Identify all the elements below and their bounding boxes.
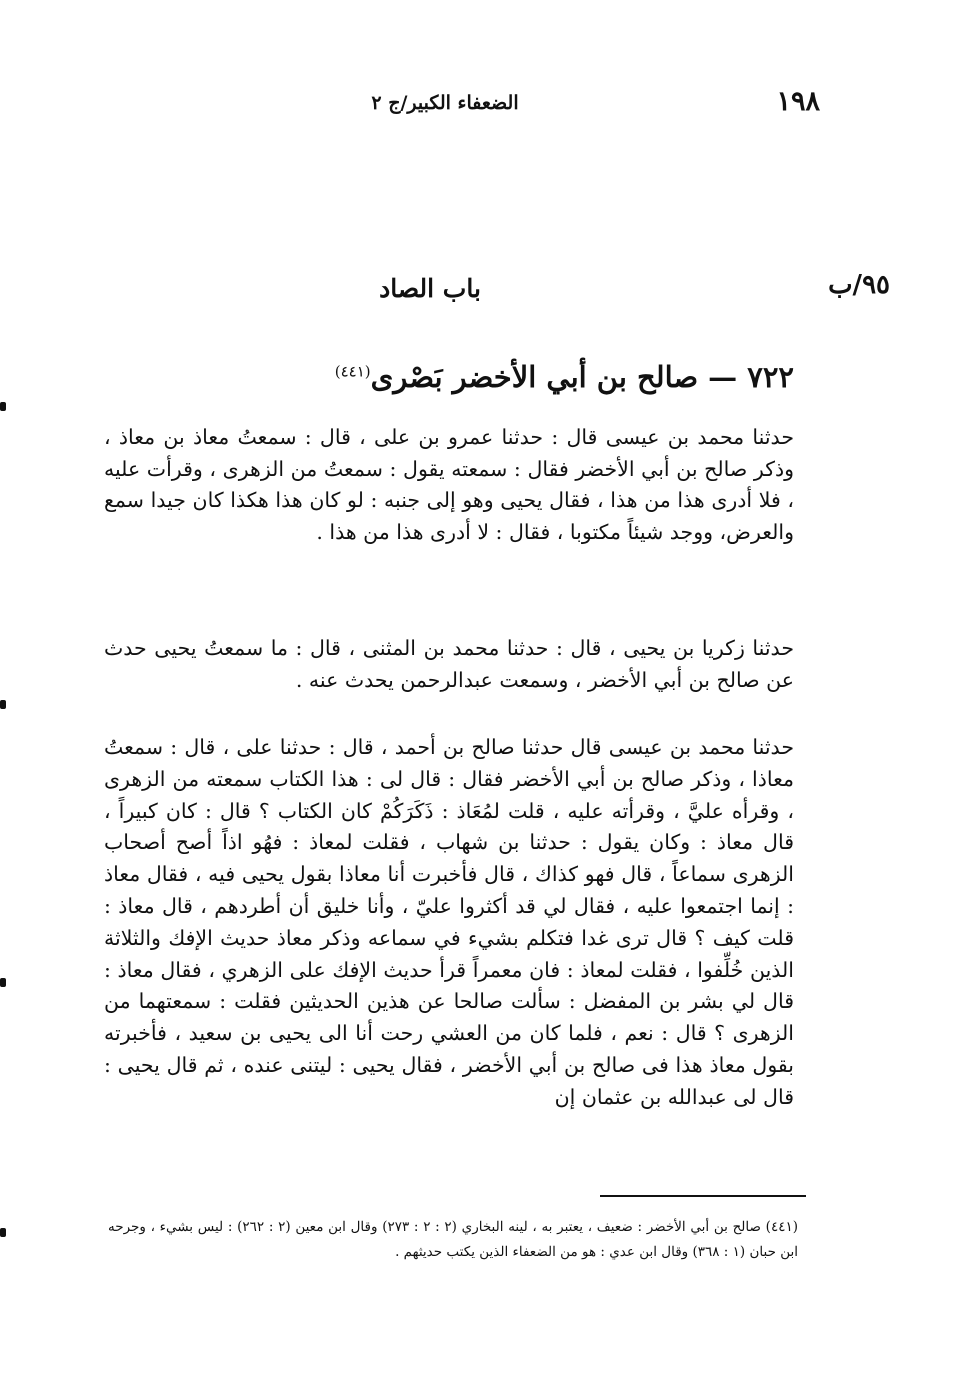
paragraph-2: حدثنا زكريا بن يحيى ، قال : حدثنا محمد بن المثنى ، قال : ما سمعتُ يحيى حدث عن صالح بن أبي الأخضر ، وسمعت عبدالرحمن يحدث عنه . [104, 636, 794, 692]
running-title: الضعفاء الكبير/ج ٢ [371, 92, 519, 114]
paragraph-3: حدثنا محمد بن عيسى قال حدثنا صالح بن أحمد ، قال : حدثنا على ، قال : سمعتُ معاذا ، وذكر صالح بن أبي الأخضر فقال : قال لى : هذا الكتاب سمعته من الزهرى ، وقرأه عليَّ ، وقرأته عليه ، قلت لمُعَاذ : ذَكَرَكُمْ كان الكتاب ؟ قال : كان كبيراً ، قال معاذ : وكان يقول : حدثنا بن شهاب ، فقلت لمعاذ : فهُو اذاً أصح أصحاب الزهرى سماعاً ، قال فهو كذاك ، قال فأخبرت أنا معاذا بقول يحيى فيه ، فقال معاذ : إنما اجتمعوا عليه ، فقال لي قد أكثروا عليّ ، وأنا خليق أن أطردهم ، قال معاذ : قلت كيف ؟ قال ترى غدا فتكلم بشيء في سماعه وذكر معاذ حديث الإفك والثلاثة الذين خُلِّفوا ، فقلت لمعاذ : فان معمراً قرأ حديث الإفك على الزهري ، فقال معاذ : قال لي بشر بن المفضل : سألت صالحا عن هذين الحديثين فقلت : سمعتهما من الزهرى ؟ قال : نعم ، فلما كان من العشي رحت أنا الى يحيى بن سعيد ، فأخبرته بقول معاذ هذا فى صالح بن أبي الأخضر ، فقال يحيى : ليتنى عنده ، ثم قال يحيى : قال لى عبدالله بن عثمان إن [104, 735, 794, 1109]
scan-edge-mark [0, 1228, 6, 1237]
entry-heading [334, 360, 794, 394]
footnote-reference: (٤٤١) [334, 362, 371, 381]
scan-edge-mark [0, 700, 6, 709]
page-number: ١٩٨ [776, 86, 820, 117]
entry-heading-text: ٧٢٢ — صالح بن أبي الأخضر بَصْرى [370, 360, 794, 394]
footnote-divider [600, 1195, 806, 1197]
footnote: (٤٤١) صالح بن أبي الأخضر : ضعيف ، يعتبر به ، لينه البخاري (٢ : ٢ : ٢٧٣) وقال ابن معين (٢ : ٢٦٢) : ليس بشيء ، وجرحه ابن حبان (١ : ٣٦٨) وقال ابن عدي : هو من الضعفاء الذين يكتب حديثهم . [108, 1219, 798, 1260]
paragraph-1: حدثنا محمد بن عيسى قال : حدثنا عمرو بن على ، قال : سمعتُ معاذ بن معاذ ، وذكر صالح بن أبي الأخضر فقال : سمعته يقول : سمعتُ من الزهرى ، وقرأت عليه ، فلا أدرى هذا من هذا ، فقال يحيى وهو إلى جنبه : لو كان هذا هكذا كان جيدا سمع والعرض، ووجد شيئاً مكتوبا ، فقال : لا أدرى هذا من هذا . [104, 425, 794, 544]
chapter-title: باب الصاد [379, 274, 481, 303]
scan-edge-mark [0, 978, 6, 987]
manuscript-folio: ٩٥/ب [828, 270, 890, 300]
scan-edge-mark [0, 402, 6, 411]
